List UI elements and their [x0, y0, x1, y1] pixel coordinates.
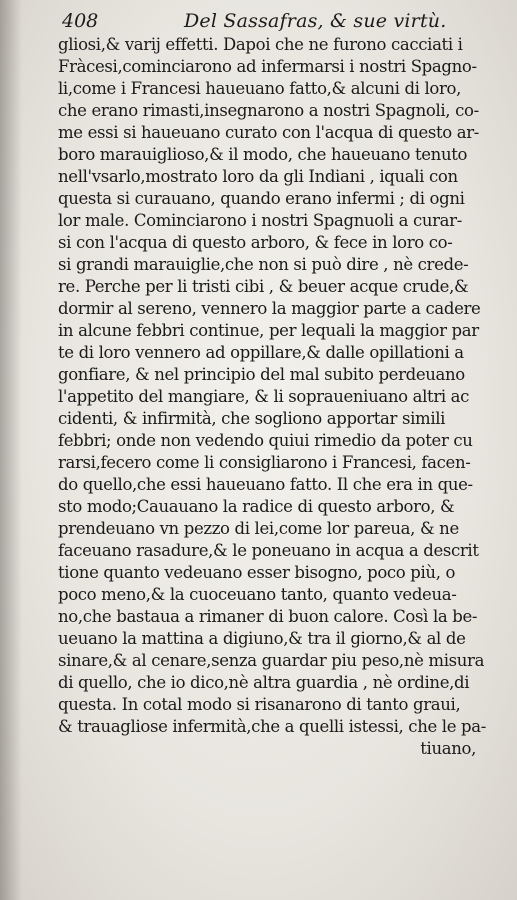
- text-line: Fràcesi,cominciarono ad infermarsi i nostri Spagno-: [58, 57, 477, 76]
- text-line: faceuano rasadure,& le poneuano in acqua a descrit: [58, 541, 479, 560]
- text-line: ueuano la mattina a digiuno,& tra il giorno,& al de: [58, 629, 466, 648]
- text-line: me essi si haueuano curato con l'acqua di questo ar-: [58, 123, 480, 142]
- text-line: cidenti, & infirmità, che sogliono apportar simili: [58, 409, 446, 428]
- text-line: nell'vsarlo,mostrato loro da gli Indiani , iquali con: [58, 167, 458, 186]
- text-line: & trauagliose infermità,che a quelli istessi, che le pa-: [58, 717, 486, 736]
- text-line: prendeuano vn pezzo di lei,come lor pareua, & ne: [58, 519, 459, 538]
- text-line: lor male. Cominciarono i nostri Spagnuoli a curar-: [58, 211, 462, 230]
- text-line: te di loro vennero ad oppillare,& dalle opillationi a: [58, 343, 464, 362]
- text-line: dormir al sereno, vennero la maggior parte a cadere: [58, 299, 481, 318]
- text-line: rarsi,fecero come li consigliarono i Francesi, facen-: [58, 453, 471, 472]
- text-line: si con l'acqua di questo arboro, & fece in loro co-: [58, 233, 453, 252]
- page-number: 408: [62, 10, 99, 32]
- text-line: re. Perche per li tristi cibi , & beuer acque crude,&: [58, 277, 469, 296]
- text-line: questa si curauano, quando erano infermi ; di ogni: [58, 189, 465, 208]
- text-line: sto modo;Cauauano la radice di questo arboro, &: [58, 497, 455, 516]
- running-title: Del Sassafras, & sue virtù.: [184, 10, 447, 32]
- text-line: gonfiare, & nel principio del mal subito perdeuano: [58, 365, 465, 384]
- text-line: gliosi,& varij effetti. Dapoi che ne furono cacciati i: [58, 35, 463, 54]
- text-line: febbri; onde non vedendo quiui rimedio da poter cu: [58, 431, 473, 450]
- text-line: in alcune febbri continue, per lequali la maggior par: [58, 321, 479, 340]
- text-line: boro marauiglioso,& il modo, che haueuano tenuto: [58, 145, 468, 164]
- text-line: tione quanto vedeuano esser bisogno, poco più, o: [58, 563, 456, 582]
- text-line: questa. In cotal modo si risanarono di tanto graui,: [58, 695, 461, 714]
- text-line: sinare,& al cenare,senza guardar piu peso,nè misura: [58, 651, 485, 670]
- text-line: no,che bastaua a rimaner di buon calore. Così la be-: [58, 607, 478, 626]
- text-line: li,come i Francesi haueuano fatto,& alcuni di loro,: [58, 79, 462, 98]
- text-line: si grandi marauiglie,che non si può dire , nè crede-: [58, 255, 469, 274]
- text-line: che erano rimasti,insegnarono a nostri Spagnoli, co-: [58, 101, 479, 120]
- text-line: di quello, che io dico,nè altra guardia , nè ordine,di: [58, 673, 470, 692]
- gutter-shadow: [0, 0, 22, 900]
- text-line: tiuano,: [420, 739, 476, 758]
- text-line: poco meno,& la cuoceuano tanto, quanto vedeua-: [58, 585, 457, 604]
- text-line: do quello,che essi haueuano fatto. Il che era in que-: [58, 475, 473, 494]
- text-line: l'appetito del mangiare, & li sopraueniuano altri ac: [58, 387, 470, 406]
- body-text: [58, 34, 498, 760]
